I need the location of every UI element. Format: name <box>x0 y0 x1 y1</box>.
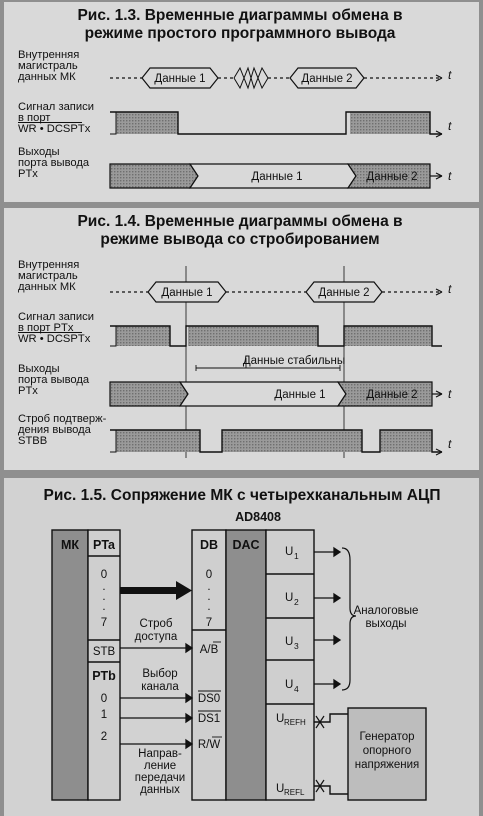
urefl-main: U <box>276 783 285 795</box>
u4-sub: 4 <box>294 684 299 694</box>
fig14-out-t: t <box>448 387 452 401</box>
pta-bit-dot2: . <box>102 591 106 603</box>
figure-1-4-title-line1: Рис. 1.4. Временные диаграммы обмена в <box>77 213 403 230</box>
fig14-write-label-2: в порт PTx <box>18 322 74 334</box>
direction-label-4: данных <box>140 784 180 796</box>
urefh-sub: REFH <box>284 718 306 727</box>
fig14-stable-label: Данные стабильны <box>242 355 346 367</box>
pta-label: PTa <box>93 538 115 552</box>
urefl-sub: REFL <box>284 788 305 797</box>
db-bit-7: 7 <box>205 617 213 629</box>
ptb-bit-0: 0 <box>100 693 108 705</box>
fig13-out-label-3: PTx <box>18 168 38 180</box>
fig13-out-label-1: Выходы <box>18 146 60 158</box>
fig13-out-t: t <box>448 169 452 183</box>
generator-label-3: напряжения <box>354 759 420 771</box>
fig14-stb-label-2: дения вывода <box>18 424 91 436</box>
db-label: DB <box>199 538 219 552</box>
u3-main: U <box>285 636 294 648</box>
fig14-write-label-1: Сигнал записи <box>18 311 94 323</box>
pta-bit-dot3: . <box>102 601 106 613</box>
fig14-out-label-3: PTx <box>18 385 38 397</box>
channel-label-1: Выбор <box>142 668 178 680</box>
fig13-write-label-1: Сигнал записи <box>18 101 94 113</box>
fig13-write-waveform <box>110 112 442 137</box>
stb-label: STB <box>92 646 116 658</box>
fig14-stb-t: t <box>448 437 452 451</box>
ptb-bit-2: 2 <box>100 731 108 743</box>
analog-outputs-label-2: выходы <box>365 618 407 630</box>
fig13-bus-data2: Данные 2 <box>301 73 353 85</box>
generator-label-1: Генератор <box>359 731 415 743</box>
chip-name: AD8408 <box>235 510 281 524</box>
fig13-bus-label-3: данных МК <box>18 71 76 83</box>
fig13-out-data1: Данные 1 <box>251 171 303 183</box>
fig14-write-label-3: WR • DCSPTx <box>18 333 91 345</box>
fig14-stb-waveform <box>110 430 442 455</box>
fig14-bus-label-1: Внутренняя <box>18 259 80 271</box>
fig13-bus-t: t <box>448 68 452 82</box>
figure-1-4-title-line2: режиме вывода со стробированием <box>100 231 380 248</box>
fig13-write-label-2: в порт <box>18 112 51 124</box>
fig13-bus-data1: Данные 1 <box>154 73 206 85</box>
u1-sub: 1 <box>294 551 299 561</box>
fig14-out-data2: Данные 2 <box>366 389 418 401</box>
rw-pin: R/W <box>197 739 221 751</box>
figure-1-5 <box>4 478 479 816</box>
pta-bit-7: 7 <box>100 617 108 629</box>
ab-pin: A/B <box>199 644 219 656</box>
figure-1-5-title: Рис. 1.5. Сопряжение МК с четырехканальным АЦП <box>43 487 441 504</box>
db-bit-dot1: . <box>207 581 211 593</box>
fig14-out-data1: Данные 1 <box>274 389 326 401</box>
figure-1-4 <box>4 208 479 470</box>
urefh-main: U <box>276 713 285 725</box>
fig14-bus-data1: Данные 1 <box>161 287 213 299</box>
mk-block <box>52 530 120 800</box>
direction-label-1: Направ- <box>138 748 182 760</box>
strobe-label-2: доступа <box>134 631 178 643</box>
mk-label: МК <box>60 538 80 552</box>
direction-label-2: ление <box>143 760 177 772</box>
db-bit-dot3: . <box>207 601 211 613</box>
fig14-out-label-2: порта вывода <box>18 374 90 386</box>
fig14-stb-label-3: STBB <box>18 435 48 447</box>
figure-1-3-title-line2: режиме простого программного вывода <box>84 25 396 42</box>
fig14-bus-label-2: магистраль <box>18 270 78 282</box>
fig14-write-waveform <box>110 326 442 346</box>
channel-label-2: канала <box>141 681 179 693</box>
direction-label-3: передачи <box>134 772 186 784</box>
strobe-label-1: Строб <box>139 618 173 630</box>
fig13-out-data2: Данные 2 <box>366 171 418 183</box>
generator-label-2: опорного <box>362 745 412 757</box>
dac-label: DAC <box>232 538 260 552</box>
fig14-bus-data2: Данные 2 <box>318 287 370 299</box>
ptb-bit-1: 1 <box>100 709 108 721</box>
u3-sub: 3 <box>294 641 299 651</box>
u2-sub: 2 <box>294 597 299 607</box>
db-bit-0: 0 <box>205 569 213 581</box>
pta-bit-dot1: . <box>102 581 106 593</box>
fig13-out-label-2: порта вывода <box>18 157 90 169</box>
pta-bit-0: 0 <box>100 569 108 581</box>
u1-main: U <box>285 546 294 558</box>
u2-main: U <box>285 592 294 604</box>
figure-1-3-title-line1: Рис. 1.3. Временные диаграммы обмена в <box>77 7 403 24</box>
fig13-write-label-3: WR • DCSPTx <box>18 123 91 135</box>
analog-outputs-label-1: Аналоговые <box>353 605 419 617</box>
fig14-bus-t: t <box>448 282 452 296</box>
db-bit-dot2: . <box>207 591 211 603</box>
u4-main: U <box>285 679 294 691</box>
ds1-pin: DS1 <box>197 713 221 725</box>
figure-1-3 <box>4 2 479 202</box>
fig13-bus-label-1: Внутренняя <box>18 49 80 61</box>
fig14-out-label-1: Выходы <box>18 363 60 375</box>
ds0-pin: DS0 <box>197 693 221 705</box>
fig13-bus-label-2: магистраль <box>18 60 78 72</box>
fig14-stb-label-1: Строб подтверж- <box>18 413 107 425</box>
fig13-write-t: t <box>448 119 452 133</box>
ptb-label: PTb <box>92 669 116 683</box>
fig14-bus-label-3: данных МК <box>18 281 76 293</box>
